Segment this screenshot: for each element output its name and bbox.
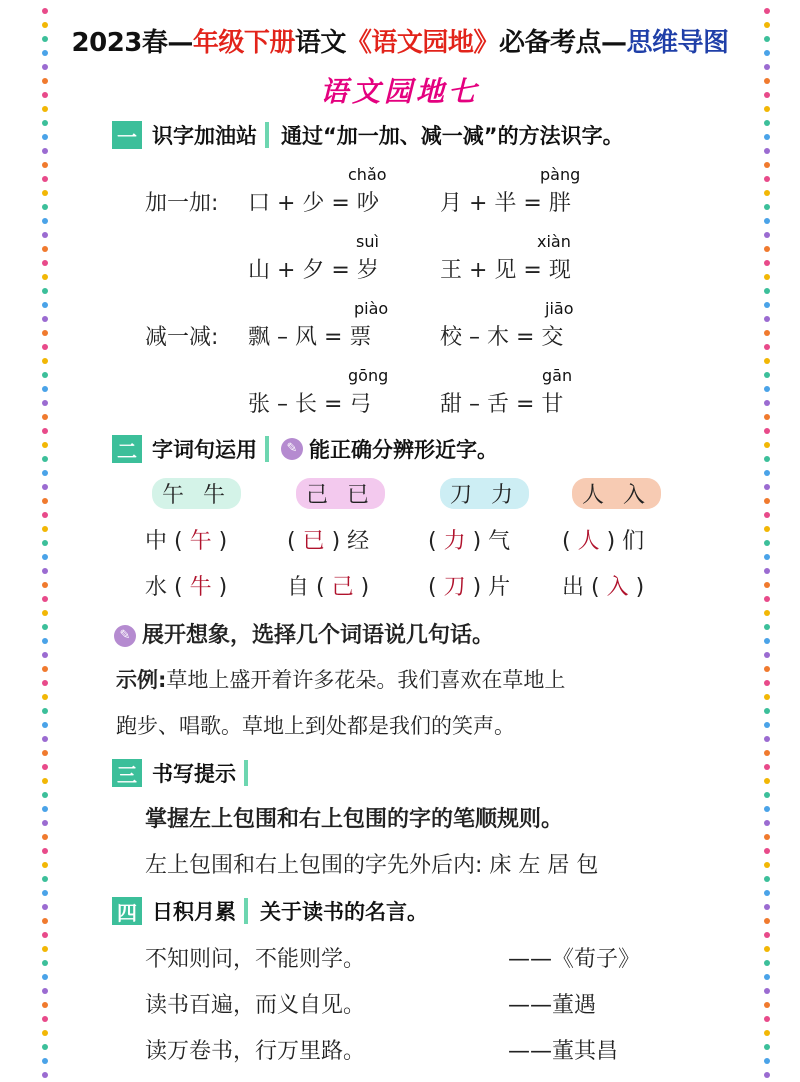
border-dot	[42, 232, 48, 238]
pinyin: pàng	[540, 165, 581, 184]
border-dot	[42, 456, 48, 462]
border-dot	[42, 932, 48, 938]
lightbulb-icon: ✎	[281, 438, 303, 460]
section-3-header	[112, 756, 260, 790]
border-dot	[764, 736, 770, 742]
fill-blank: ( 人 ) 们	[562, 529, 645, 554]
pinyin: xiàn	[537, 232, 571, 251]
border-dot	[42, 904, 48, 910]
border-dot	[42, 960, 48, 966]
border-dot	[764, 414, 770, 420]
example-label: 示例:	[116, 668, 167, 692]
border-dot	[42, 918, 48, 924]
border-dot	[764, 358, 770, 364]
border-dot	[764, 820, 770, 826]
fill-blank: ( 已 ) 经	[287, 529, 370, 554]
fill-blank: 自 ( 己 )	[287, 575, 370, 600]
border-dot	[42, 820, 48, 826]
title-part: 必备考点—	[498, 28, 627, 58]
border-dot	[42, 1002, 48, 1008]
border-dot	[42, 8, 48, 14]
border-dot	[764, 1058, 770, 1064]
section-desc: 通过“加一加、减一减”的方法识字。	[281, 124, 624, 148]
lightbulb-icon: ✎	[114, 625, 136, 647]
page-title	[0, 22, 800, 59]
border-dot	[42, 120, 48, 126]
border-dot	[764, 974, 770, 980]
formula: 甜 – 舌 = 甘	[440, 392, 564, 417]
border-dot	[42, 806, 48, 812]
border-dot	[764, 148, 770, 154]
fill-blank: 出 ( 入 )	[562, 575, 645, 600]
border-dot	[764, 764, 770, 770]
writing-example: 左上包围和右上包围的字先外后内: 床 左 居 包	[145, 853, 599, 878]
border-dot	[764, 344, 770, 350]
title-part: 思维导图	[626, 28, 729, 58]
border-dot	[42, 246, 48, 252]
border-dot	[764, 232, 770, 238]
border-dot	[42, 778, 48, 784]
quote-author: ——董其昌	[508, 1039, 619, 1064]
border-dot	[42, 260, 48, 266]
border-dot	[764, 204, 770, 210]
border-dot	[764, 722, 770, 728]
border-dot	[42, 134, 48, 140]
border-dot	[42, 946, 48, 952]
border-dot	[764, 890, 770, 896]
border-dot	[42, 694, 48, 700]
border-dot	[764, 624, 770, 630]
title-part: 2023春—	[71, 28, 193, 58]
section-badge: 一	[112, 121, 142, 149]
border-dot	[764, 862, 770, 868]
pinyin: suì	[356, 232, 379, 251]
border-dot	[764, 652, 770, 658]
border-dot	[764, 1030, 770, 1036]
border-dot	[764, 330, 770, 336]
border-dot	[764, 442, 770, 448]
border-dot	[42, 582, 48, 588]
section-desc: 关于读书的名言。	[260, 900, 428, 924]
section-title: 书写提示	[152, 762, 236, 786]
pinyin: piào	[354, 299, 389, 318]
border-dot	[764, 1002, 770, 1008]
border-dot	[764, 176, 770, 182]
border-dot	[764, 582, 770, 588]
writing-rule: 掌握左上包围和右上包围的字的笔顺规则。	[145, 807, 564, 832]
border-dot	[764, 526, 770, 532]
border-dot	[42, 414, 48, 420]
border-dot	[42, 176, 48, 182]
border-dot	[764, 806, 770, 812]
border-dot	[42, 512, 48, 518]
border-dot	[764, 848, 770, 854]
border-dot	[42, 386, 48, 392]
section-title: 字词句运用	[152, 438, 257, 462]
char-pair: 人 入	[572, 478, 661, 509]
border-dot	[764, 498, 770, 504]
border-dot	[42, 666, 48, 672]
border-dot	[764, 470, 770, 476]
border-dot	[42, 862, 48, 868]
border-dot	[42, 470, 48, 476]
border-dot	[764, 708, 770, 714]
char-pair: 午 牛	[152, 478, 241, 509]
border-dot	[42, 1044, 48, 1050]
divider	[244, 760, 248, 786]
section-badge: 三	[112, 759, 142, 787]
formula: 口 + 少 = 吵	[248, 191, 379, 216]
title-part: 语文	[294, 28, 346, 58]
border-dot	[764, 484, 770, 490]
border-dot	[42, 596, 48, 602]
border-dot	[764, 904, 770, 910]
border-dot	[764, 400, 770, 406]
border-dot	[764, 596, 770, 602]
example-line: 跑步、唱歌。草地上到处都是我们的笑声。	[116, 714, 515, 738]
border-dot	[42, 400, 48, 406]
quote-text: 不知则问，不能则学。	[145, 947, 366, 972]
section-2-header	[112, 432, 498, 466]
border-dot	[42, 750, 48, 756]
border-dot	[42, 834, 48, 840]
fill-blank: 水 ( 牛 )	[145, 575, 228, 600]
border-dot	[42, 344, 48, 350]
pinyin: gōng	[348, 366, 389, 385]
border-dot	[764, 288, 770, 294]
title-part: 《语文园地》	[345, 28, 499, 58]
border-dot	[764, 218, 770, 224]
border-dot	[42, 764, 48, 770]
fill-blank: ( 刀 ) 片	[428, 575, 511, 600]
border-dot	[42, 162, 48, 168]
border-dot	[42, 554, 48, 560]
border-dot	[764, 638, 770, 644]
border-dot	[42, 652, 48, 658]
quote-text: 读万卷书，行万里路。	[145, 1039, 366, 1064]
fill-blank: ( 力 ) 气	[428, 529, 511, 554]
border-dot	[764, 778, 770, 784]
border-dot	[42, 302, 48, 308]
border-dot	[764, 428, 770, 434]
border-dot	[42, 792, 48, 798]
char-pair: 刀 力	[440, 478, 529, 509]
border-dot	[764, 134, 770, 140]
border-dot	[42, 204, 48, 210]
border-dot	[764, 1072, 770, 1078]
border-dot	[42, 274, 48, 280]
border-dot	[42, 526, 48, 532]
border-dot	[764, 302, 770, 308]
border-dot	[764, 694, 770, 700]
char-pair: 己 已	[296, 478, 385, 509]
border-dot	[764, 946, 770, 952]
border-dot	[42, 876, 48, 882]
border-dot	[42, 498, 48, 504]
section-title: 识字加油站	[152, 124, 257, 148]
border-dot	[764, 918, 770, 924]
formula: 张 – 长 = 弓	[248, 392, 372, 417]
border-dot	[42, 218, 48, 224]
pinyin: jiāo	[545, 299, 574, 318]
border-dot	[764, 988, 770, 994]
page-subtitle: 语文园地七	[319, 75, 480, 108]
divider	[265, 122, 269, 148]
border-dot	[42, 330, 48, 336]
border-dot	[42, 442, 48, 448]
section-title: 日积月累	[152, 900, 236, 924]
border-dot	[764, 666, 770, 672]
border-dot	[764, 512, 770, 518]
border-dot	[42, 848, 48, 854]
border-dot	[42, 1072, 48, 1078]
border-dot	[42, 610, 48, 616]
quote-author: ——《荀子》	[508, 947, 641, 972]
add-label: 加一加:	[145, 191, 219, 216]
border-dot	[764, 750, 770, 756]
formula: 飘 – 风 = 票	[248, 325, 372, 350]
section-badge: 二	[112, 435, 142, 463]
quote-text: 读书百遍，而义自见。	[145, 993, 366, 1018]
border-dot	[42, 680, 48, 686]
border-dot	[42, 708, 48, 714]
task-prompt: ✎ 展开想象，选择几个词语说几句话。	[114, 618, 494, 649]
section-desc: 能正确分辨形近字。	[309, 438, 498, 462]
border-dot	[764, 540, 770, 546]
border-dot	[42, 428, 48, 434]
border-dot	[42, 1058, 48, 1064]
border-dot	[42, 890, 48, 896]
border-dot	[764, 876, 770, 882]
pinyin: chǎo	[348, 165, 387, 184]
sub-label: 减一减:	[145, 325, 219, 350]
border-dot	[764, 190, 770, 196]
border-dot	[42, 148, 48, 154]
border-dot	[42, 638, 48, 644]
section-4-header	[112, 894, 428, 928]
quote-author: ——董遇	[508, 993, 597, 1018]
divider	[265, 436, 269, 462]
border-dot	[764, 1044, 770, 1050]
border-dot	[764, 260, 770, 266]
border-dot	[42, 288, 48, 294]
formula: 王 + 见 = 现	[440, 258, 571, 283]
border-dot	[42, 568, 48, 574]
formula: 山 + 夕 = 岁	[248, 258, 379, 283]
border-dot	[764, 372, 770, 378]
border-dot	[42, 358, 48, 364]
border-dot	[42, 722, 48, 728]
border-dot	[42, 372, 48, 378]
border-dot	[764, 1016, 770, 1022]
border-dot	[764, 932, 770, 938]
formula: 校 – 木 = 交	[440, 325, 564, 350]
border-dot	[42, 1016, 48, 1022]
example-line: 示例:草地上盛开着许多花朵。我们喜欢在草地上	[116, 668, 566, 692]
border-dot	[764, 386, 770, 392]
border-dot	[42, 624, 48, 630]
border-dot	[764, 120, 770, 126]
border-dot	[764, 246, 770, 252]
border-dot	[764, 960, 770, 966]
border-dot	[764, 274, 770, 280]
border-dot	[42, 190, 48, 196]
border-dot	[42, 736, 48, 742]
border-dot	[764, 316, 770, 322]
left-dotted-border	[40, 0, 50, 1082]
border-dot	[42, 540, 48, 546]
fill-blank: 中 ( 午 )	[145, 529, 228, 554]
title-part: 年级下册	[192, 28, 295, 58]
border-dot	[764, 792, 770, 798]
border-dot	[764, 456, 770, 462]
border-dot	[764, 610, 770, 616]
border-dot	[764, 8, 770, 14]
pinyin: gān	[542, 366, 573, 385]
border-dot	[764, 162, 770, 168]
border-dot	[764, 568, 770, 574]
border-dot	[764, 554, 770, 560]
border-dot	[42, 316, 48, 322]
right-dotted-border	[762, 0, 772, 1082]
section-1-header	[112, 118, 624, 152]
border-dot	[42, 484, 48, 490]
border-dot	[42, 988, 48, 994]
section-badge: 四	[112, 897, 142, 925]
formula: 月 + 半 = 胖	[440, 191, 571, 216]
divider	[244, 898, 248, 924]
border-dot	[764, 680, 770, 686]
border-dot	[764, 834, 770, 840]
border-dot	[42, 974, 48, 980]
border-dot	[42, 1030, 48, 1036]
